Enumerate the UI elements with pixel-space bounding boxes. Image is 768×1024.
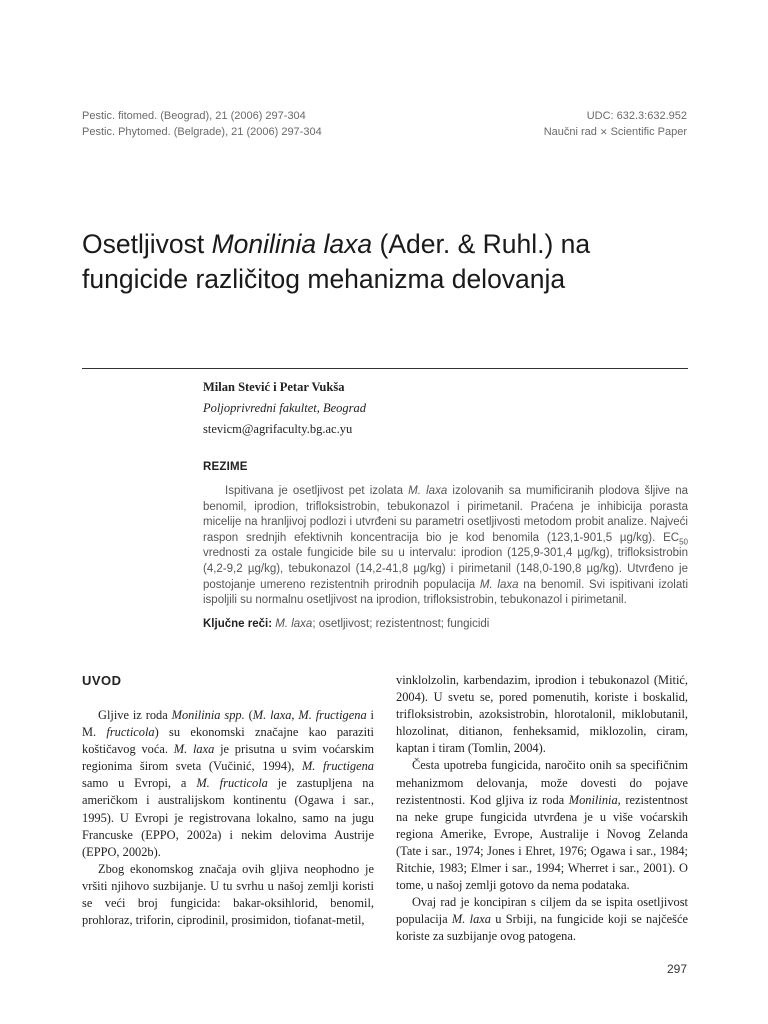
paper-classification: [544, 108, 687, 140]
paragraph-1: Gljive iz roda Monilinia spp. (M. laxa, M. fructigena i M. fructicola) su ekonomski značajne kao paraziti koštičavog voća. M. laxa je prisutna u svim voćarskim regionima širom sveta (Vučinić, 1994), M. fructigena samo u Evropi, a M. fructicola je zastupljena na američkom i australijskom kontinentu (Ogawa i sar., 1995). U Evropi je registrovana lokalno, samo na jugu Francuske (EPPO, 2002a) i nekim delovima Austrije (EPPO, 2002b).: [82, 708, 374, 859]
journal-citation: [82, 108, 322, 140]
paragraph-4: Ovaj rad je koncipiran s ciljem da se ispita osetljivost populacija M. laxa u Srbiji, na fungicide koji se najčešće koriste za suzbijanje ovog patogena.: [396, 895, 688, 944]
page-number: 297: [666, 962, 687, 976]
paper-type-serbian: Naučni rad: [543, 126, 597, 138]
author-block: [203, 377, 366, 440]
abstract-heading: REZIME: [203, 461, 248, 473]
body-column-left: [82, 707, 374, 929]
citation-serbian: Pestic. fitomed. (Beograd), 21 (2006) 297-304: [82, 110, 306, 122]
title-divider: [82, 368, 688, 369]
author-email: stevicm@agrifaculty.bg.ac.yu: [203, 422, 353, 436]
paper-type: [544, 124, 687, 140]
paper-type-english: Scientific Paper: [610, 126, 687, 138]
keywords: Ključne reči: M. laxa; osetljivost; rezistentnost; fungicidi: [203, 618, 490, 630]
body-column-right: [396, 672, 688, 946]
paragraph-2-continued: vinklolzolin, karbendazim, iprodion i tebukonazol (Mitić, 2004). U svetu se, pored pomenutih, koriste i boskalid, trifloksistrobin, azoksistrobin, hlorotalonil, miklobutanil, hlozolinat, ditianon, fenheksamid, miklozolin, ciram, kaptan i tiram (Tomlin, 2004).: [396, 673, 688, 756]
citation-english: Pestic. Phytomed. (Belgrade), 21 (2006) 297-304: [82, 126, 322, 138]
section-heading-uvod: UVOD: [82, 673, 122, 688]
paragraph-3: Česta upotreba fungicida, naročito onih sa specifičnim mehanizmom delovanja, može dovesti do pojave rezistentnosti. Kod gljiva iz roda Monilinia, rezistentnost na neke grupe fungicida utvrđena je u više voćarskih regiona Amerike, Evrope, Australije i Novog Zelanda (Tate i sar., 1974; Jones i Ehret, 1976; Ogawa i sar., 1984; Ritchie, 1983; Elmer i sar., 1994; Wherret i sar., 2001). O tome, u našoj zemlji gotovo da nema podataka.: [396, 758, 688, 893]
paragraph-2-start: Zbog ekonomskog značaja ovih gljiva neophodno je vršiti njihovo suzbijanje. U tu svrhu u našoj zemlji koristi se veći broj fungicida: bakar-oksihlorid, benomil, prohloraz, triforin, ciprodinil, prosimidon, tiofanat-metil,: [82, 861, 374, 928]
abstract-text: Ispitivana je osetljivost pet izolata M. laxa izolovanih sa mumificiranih plodova šljive na benomil, iprodion, trifloksistrobin, tebukonazol i pirimetanil. Praćena je inhibicija porasta micelije na hranljivoj podlozi i utvrđeni su parametri osetljivosti metodom probit analize. Najveći raspon srednjih efektivnih koncentracija bio je kod benomila (123,1-901,5 µg/kg). $EC_{50}$ vrednosti za ostale fungicide bile su u intervalu: iprodion (125,9-301,4 µg/kg), trifloksistrobin (4,2-9,2 µg/kg), tebukonazol (14,2-41,8 µg/kg) i pirimetanil (148,0-190,8 µg/kg). Utvrđeno je postojanje umereno rezistentnih prirodnih populacija M. laxa na benomil. Svi ispitivani izolati ispoljili su normalnu osetljivost na iprodion, trifloksistrobin, tebukonazol i pirimetanil.: [203, 485, 689, 607]
udc-code: UDC: 632.3:632.952: [586, 110, 687, 122]
separator-icon: ✕: [599, 127, 608, 137]
author-affiliation: Poljoprivredni fakultet, Beograd: [203, 401, 367, 415]
article-title: Osetljivost Monilinia laxa (Ader. & Ruhl.) na fungicide različitog mehanizma delovanja: [82, 229, 591, 294]
keywords-label: Ključne reči:: [203, 618, 273, 630]
author-names: Milan Stević i Petar Vukša: [203, 380, 345, 394]
